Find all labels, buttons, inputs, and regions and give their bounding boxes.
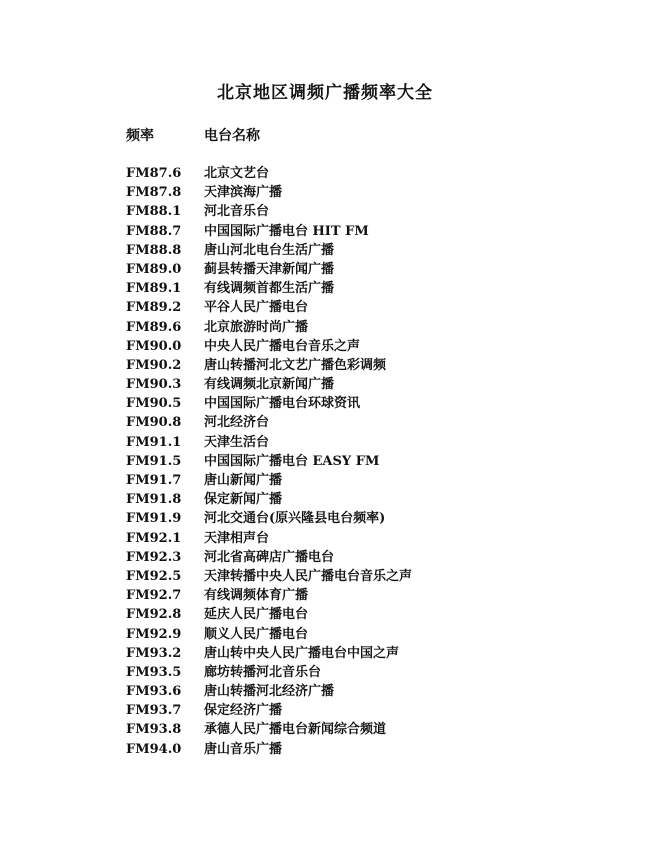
table-row [126,375,546,394]
station-name: 河北交通台(原兴隆县电台频率) [204,511,386,527]
table-row [126,433,546,452]
station-frequency: FM93.7 [126,703,182,719]
station-frequency: FM92.5 [126,568,182,584]
table-row [126,490,546,509]
station-name: 北京旅游时尚广播 [204,319,309,335]
header-station-name: 电台名称 [204,128,260,144]
station-name: 唐山转播河北经济广播 [204,684,335,700]
station-name: 有线调频北京新闻广播 [204,377,335,393]
table-row [126,222,546,241]
station-frequency: FM91.8 [126,492,182,508]
station-frequency: FM93.2 [126,645,182,661]
station-name: 河北省高碑店广播电台 [204,549,335,565]
station-name: 中国国际广播电台 EASY FM [204,453,380,469]
station-list [126,164,546,759]
station-frequency: FM92.9 [126,626,182,642]
table-row [126,701,546,720]
table-row [126,356,546,375]
station-frequency: FM91.5 [126,453,182,469]
station-name: 唐山转中央人民广播电台中国之声 [204,645,400,661]
station-name: 中国国际广播电台 HIT FM [204,223,369,239]
table-row [126,586,546,605]
table-row [126,682,546,701]
station-name: 廊坊转播河北音乐台 [204,664,322,680]
station-frequency: FM91.7 [126,473,182,488]
table-row [126,529,546,548]
station-frequency: FM90.3 [126,377,182,393]
table-row [126,471,546,490]
station-name: 河北经济台 [204,415,270,431]
station-name: 天津滨海广播 [204,185,283,201]
table-row [126,202,546,221]
table-row [126,298,546,317]
station-name: 中央人民广播电台音乐之声 [204,338,361,354]
table-row [126,413,546,432]
station-name: 河北音乐台 [204,204,270,220]
station-frequency: FM92.8 [126,607,182,623]
table-row [126,279,546,298]
station-name: 蓟县转播天津新闻广播 [204,261,335,277]
table-row [126,548,546,567]
table-row [126,183,546,202]
station-name: 唐山新闻广播 [204,473,283,488]
station-name: 天津相声台 [204,530,270,546]
station-frequency: FM91.9 [126,511,182,527]
table-row [126,663,546,682]
station-frequency: FM88.1 [126,204,182,220]
table-row [126,164,546,183]
station-name: 天津生活台 [204,434,270,450]
station-frequency: FM89.1 [126,281,182,297]
station-name: 唐山转播河北文艺广播色彩调频 [204,357,387,373]
table-row [126,605,546,624]
station-name: 天津转播中央人民广播电台音乐之声 [204,568,413,584]
station-frequency: FM92.3 [126,549,182,565]
table-row [126,241,546,260]
table-row [126,720,546,739]
station-frequency: FM93.8 [126,722,182,738]
page-title: 北京地区调频广播频率大全 [217,83,433,103]
station-frequency: FM90.5 [126,396,182,412]
station-frequency: FM93.6 [126,684,182,700]
table-row [126,337,546,356]
station-frequency: FM88.7 [126,223,182,239]
table-row [126,394,546,413]
station-frequency: FM92.1 [126,530,182,546]
station-name: 唐山音乐广播 [204,741,283,757]
station-frequency: FM94.0 [126,741,182,757]
station-frequency: FM89.0 [126,261,182,277]
station-name: 有线调频体育广播 [204,588,309,604]
station-frequency: FM91.1 [126,434,182,450]
station-name: 中国国际广播电台环球资讯 [204,396,361,412]
table-row [126,318,546,337]
station-frequency: FM87.8 [126,185,182,201]
table-row [126,452,546,471]
station-name: 北京文艺台 [204,166,270,181]
station-name: 顺义人民广播电台 [204,626,309,642]
station-name: 保定新闻广播 [204,492,283,508]
station-name: 唐山河北电台生活广播 [204,242,335,258]
station-frequency: FM92.7 [126,588,182,604]
header-frequency: 频率 [126,128,154,144]
station-frequency: FM88.8 [126,242,182,258]
station-frequency: FM90.0 [126,338,182,354]
table-row [126,625,546,644]
station-frequency: FM90.2 [126,357,182,373]
station-name: 承德人民广播电台新闻综合频道 [204,722,387,738]
station-frequency: FM90.8 [126,415,182,431]
station-frequency: FM89.2 [126,300,182,316]
station-frequency: FM89.6 [126,319,182,335]
station-frequency: FM87.6 [126,166,182,181]
table-row [126,567,546,586]
table-row [126,740,546,759]
station-name: 有线调频首都生活广播 [204,281,335,297]
station-frequency: FM93.5 [126,664,182,680]
table-row [126,644,546,663]
table-row [126,509,546,528]
station-name: 保定经济广播 [204,703,283,719]
station-name: 延庆人民广播电台 [204,607,309,623]
table-row [126,260,546,279]
station-name: 平谷人民广播电台 [204,300,309,316]
